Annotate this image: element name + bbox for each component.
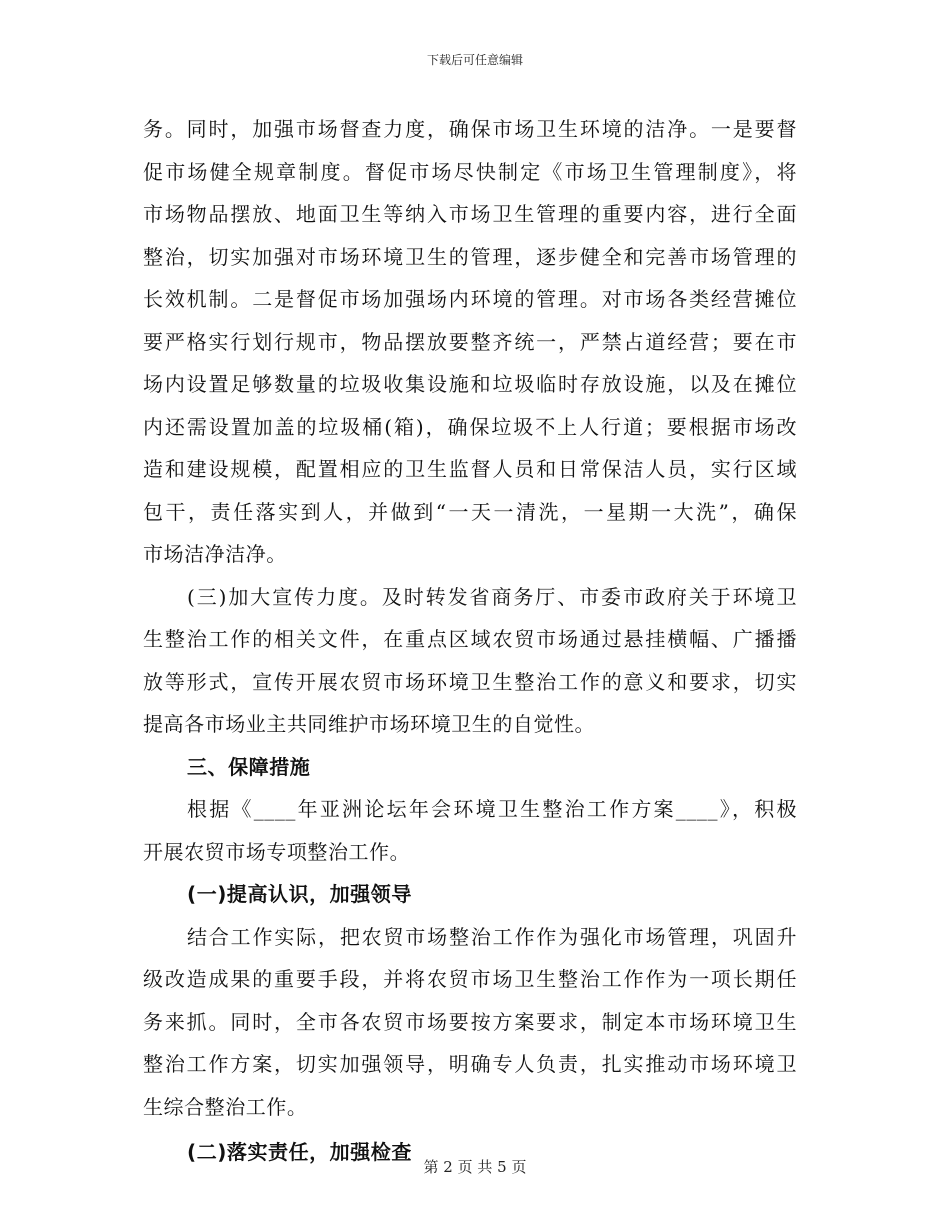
paragraph-line: (三)加大宣传力度。及时转发省商务厅、市委市政府关于环境卫 [187, 584, 797, 609]
paragraph-line: 长效机制。二是督促市场加强场内环境的管理。对市场各类经营摊位 [143, 287, 797, 311]
page-header: 下载后可任意编辑 [426, 53, 523, 67]
subsection-heading: (二)落实责任，加强检查 [187, 1140, 412, 1164]
paragraph-line: 内还需设置加盖的垃圾桶(箱)，确保垃圾不上人行道；要根据市场改 [143, 414, 797, 439]
subsection-heading: (一)提高认识，加强领导 [187, 882, 412, 906]
paragraph-line: 生整治工作的相关文件，在重点区域农贸市场通过悬挂横幅、广播播 [143, 627, 797, 651]
paragraph-line: 放等形式，宣传开展农贸市场环境卫生整治工作的意义和要求，切实 [143, 669, 797, 694]
paragraph-line: 场内设置足够数量的垃圾收集设施和垃圾临时存放设施，以及在摊位 [143, 372, 797, 396]
paragraph-line: 根据《____年亚洲论坛年会环境卫生整治工作方案____》，积极 [187, 797, 797, 821]
paragraph-line: 整治工作方案，切实加强领导，明确专人负责，扎实推动市场环境卫 [143, 1052, 797, 1076]
paragraph-line: 务来抓。同时，全市各农贸市场要按方案要求，制定本市场环境卫生 [143, 1009, 797, 1034]
paragraph-line: 促市场健全规章制度。督促市场尽快制定《市场卫生管理制度》，将 [143, 159, 797, 184]
paragraph-line: 生综合整治工作。 [143, 1094, 308, 1119]
paragraph-line: 整治，切实加强对市场环境卫生的管理，逐步健全和完善市场管理的 [143, 244, 797, 269]
section-heading: 三、保障措施 [187, 754, 311, 779]
paragraph-line: 务。同时，加强市场督查力度，确保市场卫生环境的洁净。一是要督 [143, 117, 797, 141]
paragraph-line: 市场洁净洁净。 [143, 542, 287, 566]
document-body [143, 108, 797, 1174]
paragraph-line: 要严格实行划行规市，物品摆放要整齐统一，严禁占道经营；要在市 [143, 329, 797, 354]
paragraph-line: 级改造成果的重要手段，并将农贸市场卫生整治工作作为一项长期任 [143, 967, 797, 991]
paragraph-line: 造和建设规模，配置相应的卫生监督人员和日常保洁人员，实行区域 [143, 457, 797, 481]
paragraph-line: 包干，责任落实到人，并做到“一天一清洗，一星期一大洗”，确保 [143, 499, 797, 524]
page-number: 第 2 页 共 5 页 [423, 1158, 527, 1176]
paragraph-line: 市场物品摆放、地面卫生等纳入市场卫生管理的重要内容，进行全面 [143, 202, 797, 226]
paragraph-line: 开展农贸市场专项整治工作。 [143, 839, 411, 864]
paragraph-line: 结合工作实际，把农贸市场整治工作作为强化市场管理，巩固升 [187, 924, 797, 949]
paragraph-line: 提高各市场业主共同维护市场环境卫生的自觉性。 [143, 712, 596, 736]
